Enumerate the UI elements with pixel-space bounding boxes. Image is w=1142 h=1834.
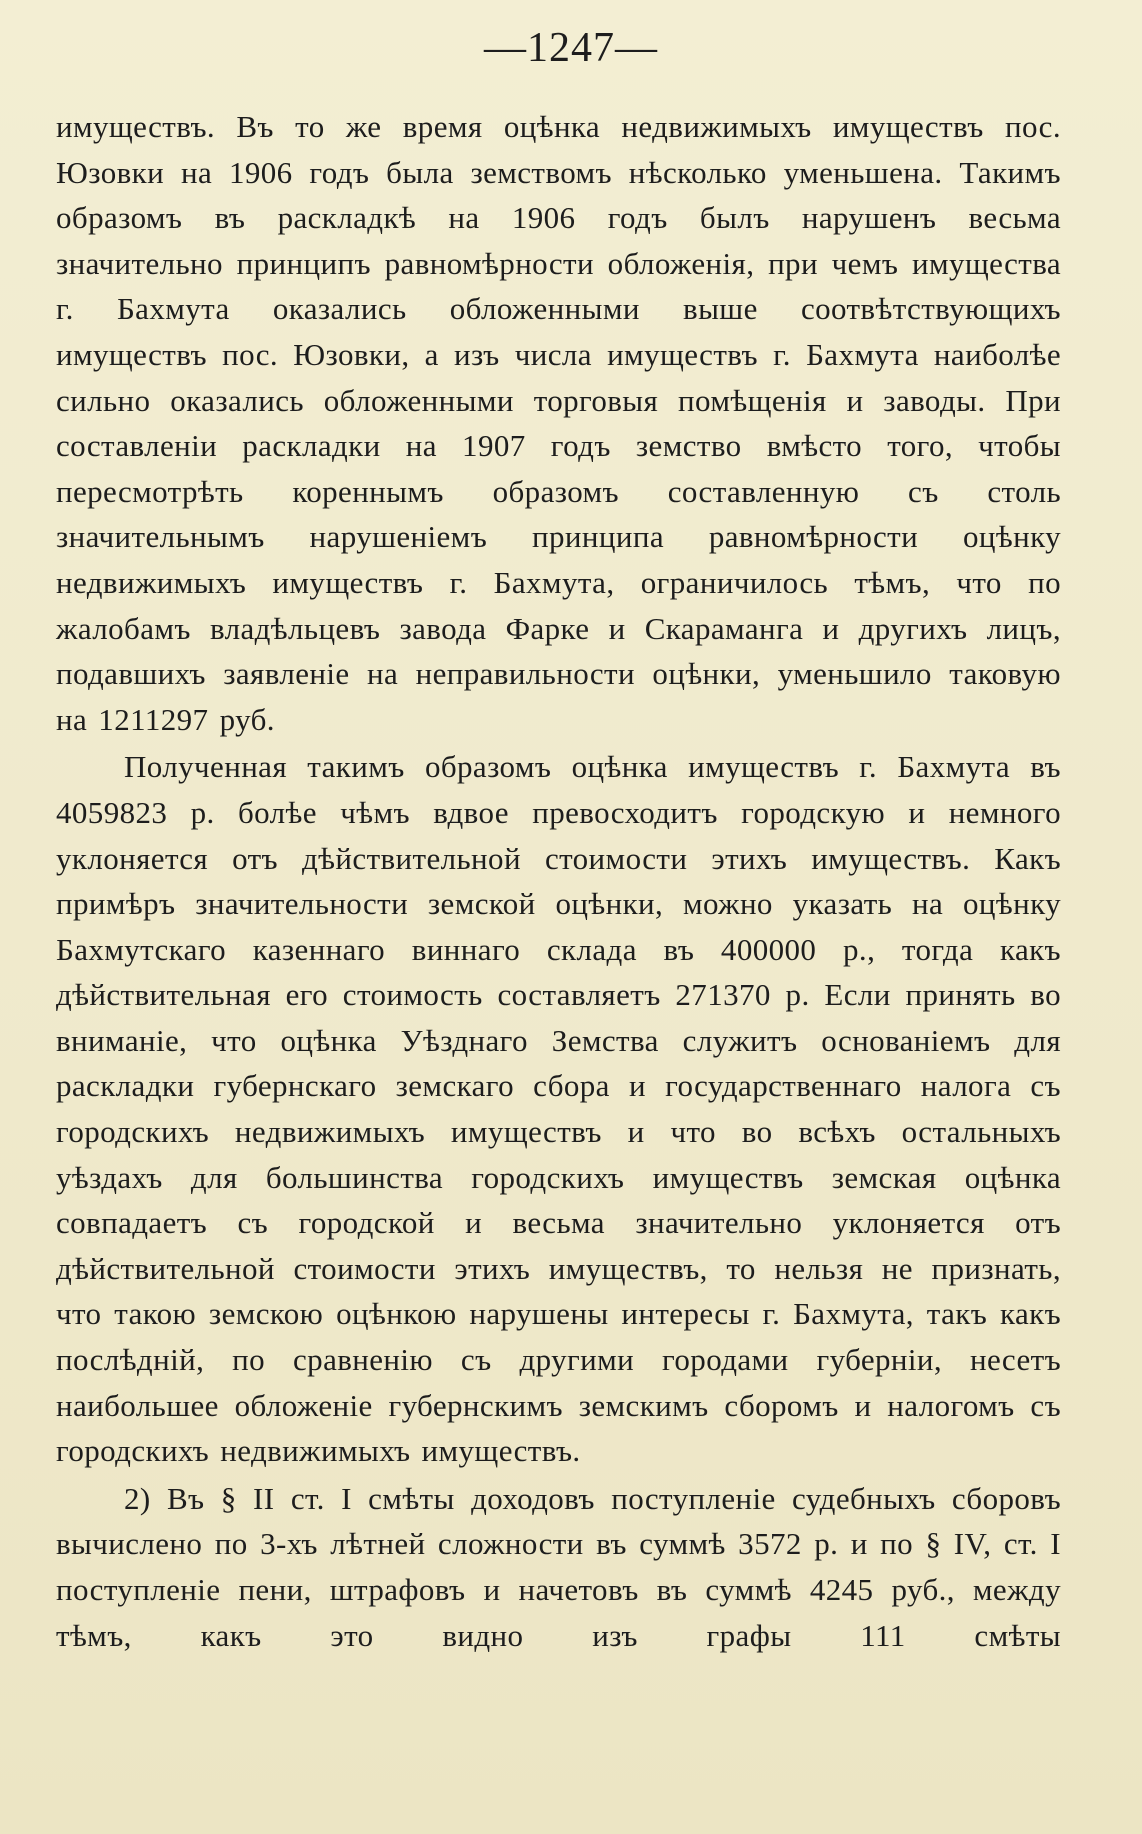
- page-number: —1247—: [484, 25, 658, 71]
- paragraph-3: 2) Въ § II ст. I смѣты доходовъ поступленіе судебныхъ сборовъ вычислено по 3-хъ лѣтней сложности въ суммѣ 3572 р. и по § IV, ст. I поступленіе пени, штрафовъ и начетовъ въ суммѣ 4245 руб., между тѣмъ, какъ это видно изъ графы 111 смѣты: [56, 1480, 1061, 1653]
- paragraph-2: Полученная такимъ образомъ оцѣнка имуществъ г. Бахмута въ 4059823 р. болѣе чѣмъ вдвое превосходитъ городскую и немного уклоняется отъ дѣйствительной стоимости этихъ имуществъ. Какъ примѣръ значительности земской оцѣнки, можно указать на оцѣнку Бахмутскаго казеннаго виннаго склада въ 400000 р., тогда какъ дѣйствительная его стоимость составляетъ 271370 р. Если принять во вниманіе, что оцѣнка Уѣзднаго Земства служитъ основаніемъ для раскладки губернскаго земскаго сбора и государственнаго налога съ городскихъ недвижимыхъ имуществъ и что во всѣхъ остальныхъ уѣздахъ для большинства городскихъ имуществъ земская оцѣнка совпадаетъ съ городской и весьма значительно уклоняется отъ дѣйствительной стоимости этихъ имуществъ, то нельзя не признать, что такою земскою оцѣнкою нарушены интересы г. Бахмута, такъ какъ послѣдній, по сравненію съ другими городами губерніи, несетъ наибольшее обложеніе губернскимъ земскимъ сборомъ и налогомъ съ городскихъ недвижимыхъ имуществъ.: [56, 749, 1061, 1469]
- document-body: [56, 104, 1061, 1658]
- paragraph-1: имуществъ. Въ то же время оцѣнка недвижимыхъ имуществъ пос. Юзовки на 1906 годъ была земствомъ нѣсколько уменьшена. Такимъ образомъ въ раскладкѣ на 1906 годъ былъ нарушенъ весьма значительно принципъ равномѣрности обложенія, при чемъ имущества г. Бахмута оказались обложенными выше соотвѣтствующихъ имуществъ пос. Юзовки, а изъ числа имуществъ г. Бахмута наиболѣе сильно оказались обложенными торговыя помѣщенія и заводы. При составленіи раскладки на 1907 годъ земство вмѣсто того, чтобы пересмотрѣть кореннымъ образомъ составленную съ столь значительнымъ нарушеніемъ принципа равномѣрности оцѣнку недвижимыхъ имуществъ г. Бахмута, ограничилось тѣмъ, что по жалобамъ владѣльцевъ завода Фарке и Скараманга и другихъ лицъ, подавшихъ заявленіе на неправильности оцѣнки, уменьшило таковую на 1211297 руб.: [56, 109, 1061, 737]
